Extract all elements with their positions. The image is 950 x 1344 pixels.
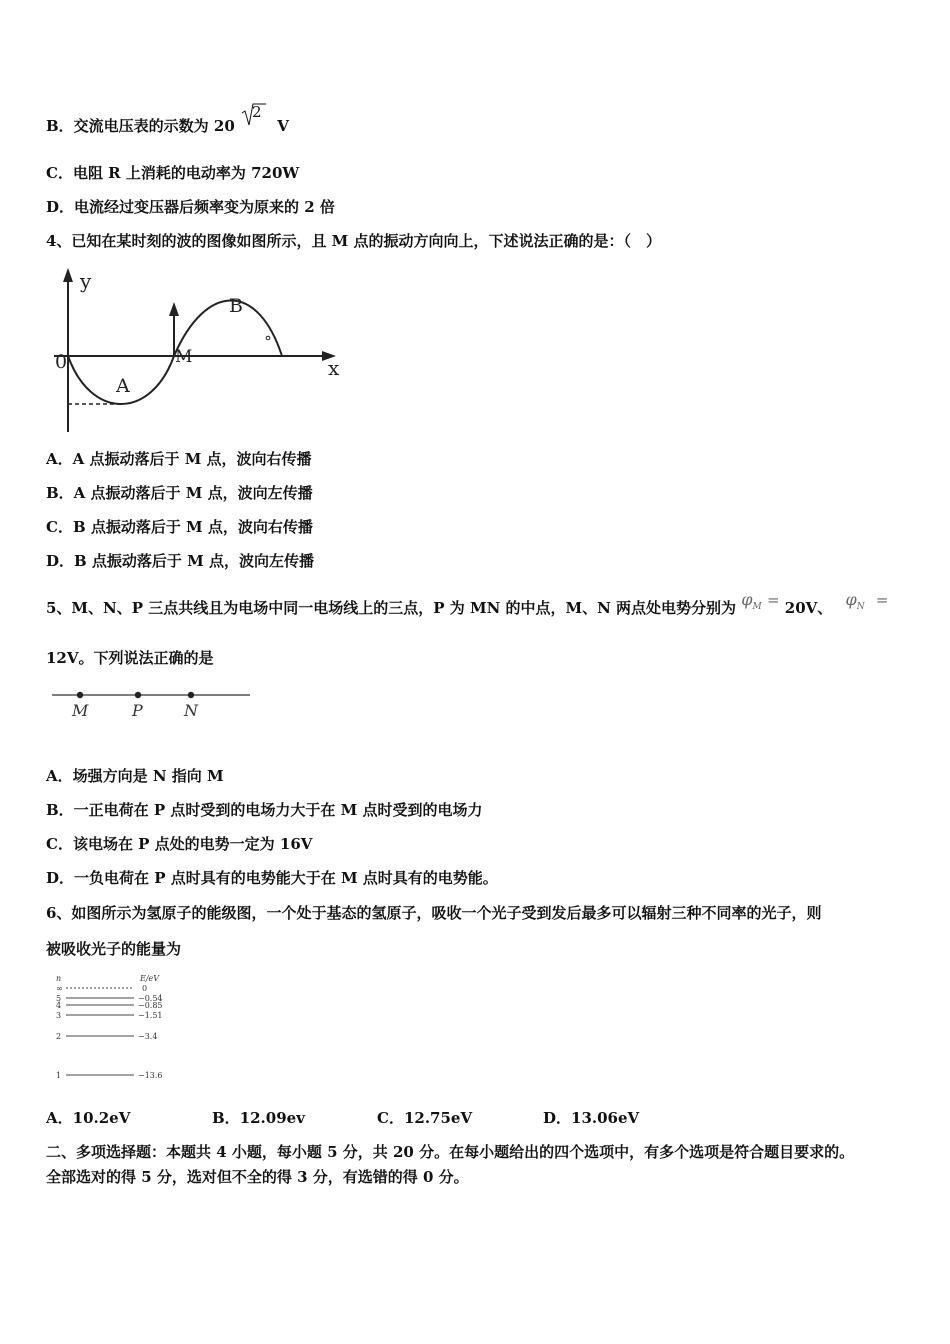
y-label: y <box>80 269 92 293</box>
phi-m-value: 20V、 <box>784 599 833 617</box>
point-m <box>77 692 83 698</box>
wave-dot <box>266 336 270 340</box>
section2-heading-line2: 全部选对的得 5 分，选对但不全的得 3 分，有选错的得 0 分。 <box>46 1168 469 1186</box>
phi-m: $\varphi_M$ <box>741 590 762 613</box>
q6-stem-line1: 6、如图所示为氢原子的能级图，一个处于基态的氢原子，吸收一个光子受到发后最多可以辐射三种不同率的光子，则 <box>46 904 822 922</box>
mpn-line-figure <box>50 684 260 724</box>
level-inf-n: ∞ <box>56 984 63 993</box>
section2-heading-line1: 二、多项选择题：本题共 4 小题，每小题 5 分，共 20 分。在每小题给出的四个选项中，有多个选项是符合题目要求的。 <box>46 1143 855 1161</box>
n-header: n <box>56 974 62 983</box>
point-m-label: M <box>175 347 193 367</box>
q6-option-d: D．13.06eV <box>543 1109 640 1127</box>
point-p <box>135 692 141 698</box>
origin-label: 0 <box>55 351 68 373</box>
sqrt-radicand: 2 <box>252 103 262 121</box>
level-5-e: −0.54 <box>138 994 163 1003</box>
level-1-n: 1 <box>56 1071 62 1080</box>
y-axis-arrow <box>63 268 73 282</box>
q4-option-d: D．B 点振动落后于 M 点，波向左传播 <box>46 552 314 570</box>
label-n: N <box>184 701 198 720</box>
level-1-e: −13.6 <box>138 1071 163 1080</box>
q5-stem-line1 <box>46 590 889 620</box>
q5-stem-line2: 12V。下列说法正确的是 <box>46 649 214 667</box>
level-inf-e: 0 <box>142 984 148 993</box>
q5-stem-text: 5、M、N、P 三点共线且为电场中同一电场线上的三点，P 为 MN 的中点，M、N 两点处电势分别为 <box>46 599 737 617</box>
wave-figure <box>46 262 356 434</box>
energy-level-diagram <box>52 970 172 1086</box>
x-label: x <box>328 356 340 380</box>
q5-option-b: B．一正电荷在 P 点时受到的电场力大于在 M 点时受到的电场力 <box>46 801 483 819</box>
level-3-n: 3 <box>56 1011 62 1020</box>
q3-option-d: D．电流经过变压器后频率变为原来的 2 倍 <box>46 198 335 216</box>
q4-option-c: C．B 点振动落后于 M 点，波向右传播 <box>46 518 313 536</box>
q3-option-b-text: B．交流电压表的示数为 20 <box>46 117 235 135</box>
equals-1: = <box>766 591 780 609</box>
q5-option-a: A．场强方向是 N 指向 M <box>46 767 224 785</box>
q6-stem-line2: 被吸收光子的能量为 <box>46 940 182 958</box>
level-5-n: 5 <box>56 994 62 1003</box>
q3-option-b-unit: V <box>277 117 289 135</box>
label-m: M <box>72 701 89 720</box>
level-2-n: 2 <box>56 1032 62 1041</box>
q3-option-c: C．电阻 R 上消耗的电动率为 720W <box>46 164 300 182</box>
q4-option-b: B．A 点振动落后于 M 点，波向左传播 <box>46 484 313 502</box>
q6-option-b: B．12.09ev <box>212 1109 305 1127</box>
sqrt-symbol <box>240 103 266 135</box>
level-2-e: −3.4 <box>138 1032 158 1041</box>
level-3-e: −1.51 <box>138 1011 163 1020</box>
level-4-n: 4 <box>56 1001 62 1010</box>
q3-option-b <box>46 103 289 136</box>
e-header: E/eV <box>140 974 160 983</box>
q4-option-a: A．A 点振动落后于 M 点，波向右传播 <box>46 450 312 468</box>
q5-option-d: D．一负电荷在 P 点时具有的电势能大于在 M 点时具有的电势能。 <box>46 869 498 887</box>
equals-2: = <box>875 591 889 609</box>
q5-option-c: C．该电场在 P 点处的电势一定为 16V <box>46 835 313 853</box>
label-p: P <box>132 701 143 720</box>
level-4-e: −0.85 <box>138 1001 163 1010</box>
q4-stem: 4、已知在某时刻的波的图像如图所示，且 M 点的振动方向向上，下述说法正确的是：（ ） <box>46 232 661 250</box>
q6-option-a: A．10.2eV <box>46 1109 131 1127</box>
m-arrow-head <box>169 302 179 316</box>
point-b-label: B <box>229 295 243 317</box>
point-a-label: A <box>116 375 130 397</box>
q6-option-c: C．12.75eV <box>377 1109 473 1127</box>
point-n <box>188 692 194 698</box>
phi-n: $\varphi_N$ <box>845 590 865 613</box>
